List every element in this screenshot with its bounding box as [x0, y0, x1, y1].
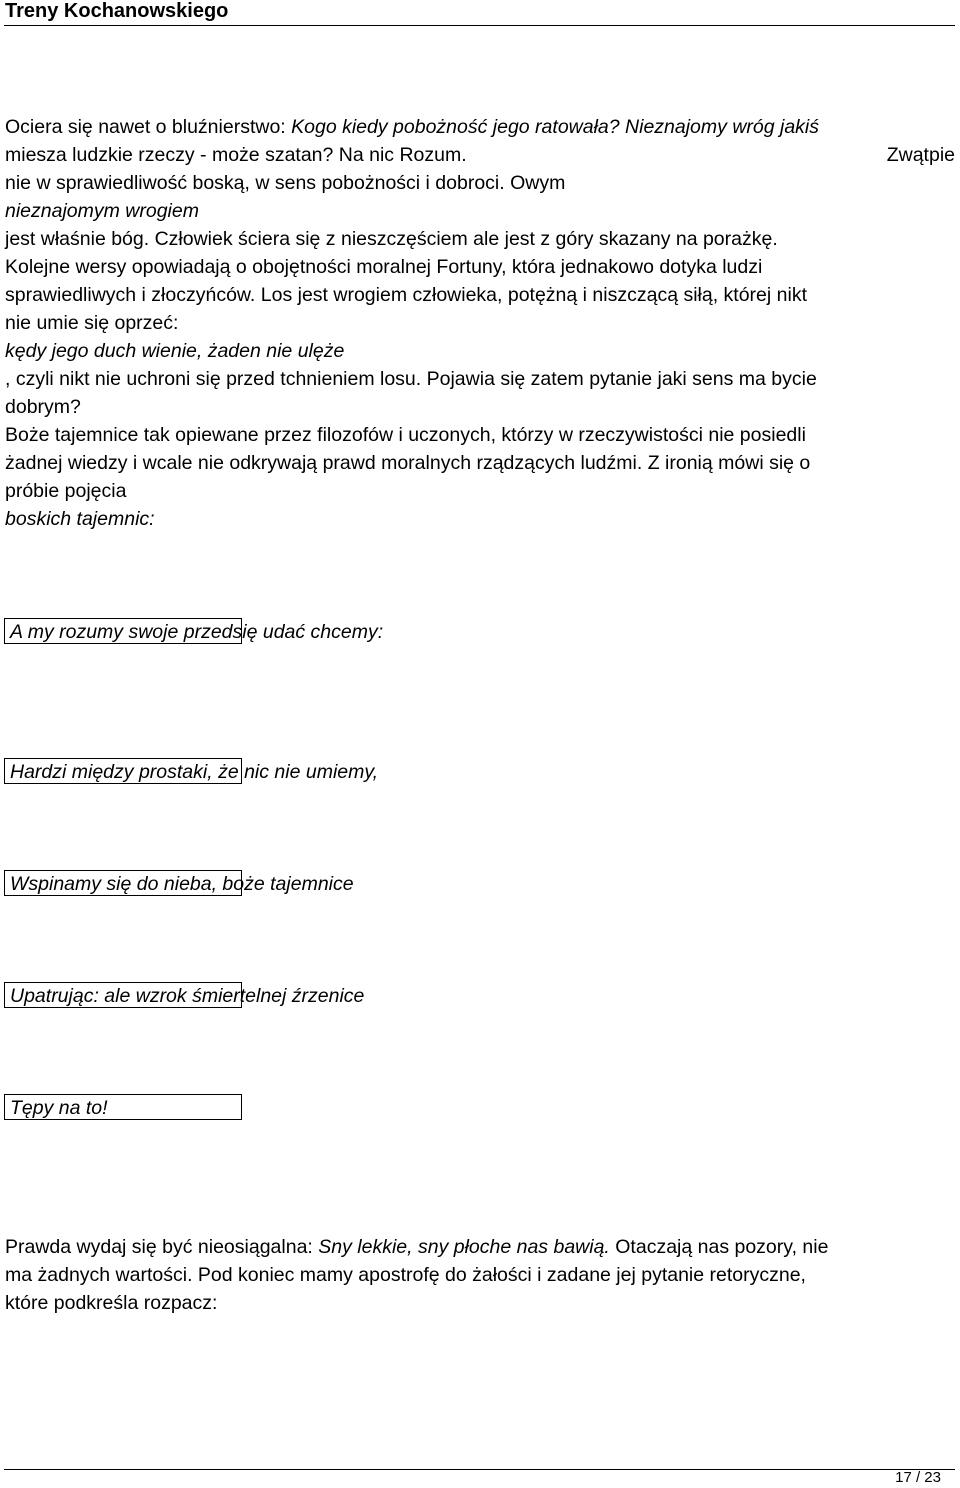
text-span: , czyli nikt nie uchroni się przed tchnieniem losu. [5, 368, 427, 390]
text-line: Boże tajemnice tak opiewane przez filozofów i uczonych, którzy w rzeczywistości nie posiedli [5, 424, 806, 446]
verse-line: A my rozumy swoje przedsię udać chcemy: [10, 621, 384, 643]
verse-line: Upatrując: ale wzrok śmiertelnej źrzenice [10, 985, 365, 1007]
text-line [5, 449, 955, 477]
quote-line: boskich tajemnic: [5, 508, 155, 530]
text-span: jest właśnie bóg. [5, 228, 155, 250]
text-line [5, 169, 955, 197]
text-span: Pod koniec mamy apostrofę do żałości i zadane jej pytanie retoryczne, [197, 1264, 806, 1286]
text-line: nie umie się oprzeć: [5, 312, 179, 334]
text-span: żadnej wiedzy i wcale nie odkrywają prawd moralnych rządzących ludźmi. [5, 452, 648, 474]
quote-span: Sny lekkie, sny płoche nas bawią. [318, 1236, 610, 1258]
text-span: Ociera się nawet o bluźnierstwo: [5, 116, 292, 138]
text-span: Z ironią mówi się o [647, 452, 811, 474]
text-line: które podkreśla rozpacz: [5, 1292, 218, 1314]
text-span: Prawda wydaj się być nieosiągalna: [5, 1236, 319, 1258]
text-line [5, 225, 955, 253]
text-span: Człowiek ściera się z nieszczęściem ale jest z góry skazany na porażkę. [154, 228, 778, 250]
text-line [5, 281, 955, 309]
verse-line: Wspinamy się do nieba, boże tajemnice [10, 873, 354, 895]
verse-line: Tępy na to! [10, 1097, 108, 1119]
paragraph-main [5, 113, 955, 533]
text-line [5, 1261, 955, 1289]
verse-line: Hardzi między prostaki, że nic nie umiemy, [10, 761, 379, 783]
text-span: Owym [510, 172, 566, 194]
text-line: Kolejne wersy opowiadają o obojętności moralnej Fortuny, która jednakowo dotyka ludzi [5, 256, 763, 278]
text-line [5, 141, 955, 169]
document-title: Treny Kochanowskiego [5, 0, 229, 22]
text-line [5, 113, 955, 141]
text-line [5, 1233, 955, 1261]
text-line: dobrym? [5, 396, 81, 418]
text-span: nie w sprawiedliwość boską, w sens pobożności i dobroci. [5, 172, 511, 194]
text-span: Otaczają nas pozory, nie [609, 1236, 829, 1258]
footer-divider [4, 1469, 955, 1470]
text-line: próbie pojęcia [5, 480, 127, 502]
quote-span: Kogo kiedy pobożność jego ratowała? Nieznajomy wróg jakiś [291, 116, 820, 138]
quote-line: kędy jego duch wienie, żaden nie ulęże [5, 340, 345, 362]
text-span: Los jest wrogiem człowieka, potężną i niszczącą siłą, której nikt [260, 284, 807, 306]
text-span: sprawiedliwych i złoczyńców. [5, 284, 261, 306]
header-divider [4, 25, 955, 26]
text-span: miesza ludzkie rzeczy - może szatan? Na nic Rozum. [5, 144, 467, 166]
text-span: Pojawia się zatem pytanie jaki sens ma bycie [426, 368, 817, 390]
text-line [5, 365, 955, 393]
text-span: Zwątpie [886, 144, 955, 166]
paragraph-closing [5, 1233, 955, 1317]
quote-line: nieznajomym wrogiem [5, 200, 199, 222]
text-span: ma żadnych wartości. [5, 1264, 198, 1286]
page-number: 17 / 23 [895, 1469, 941, 1486]
